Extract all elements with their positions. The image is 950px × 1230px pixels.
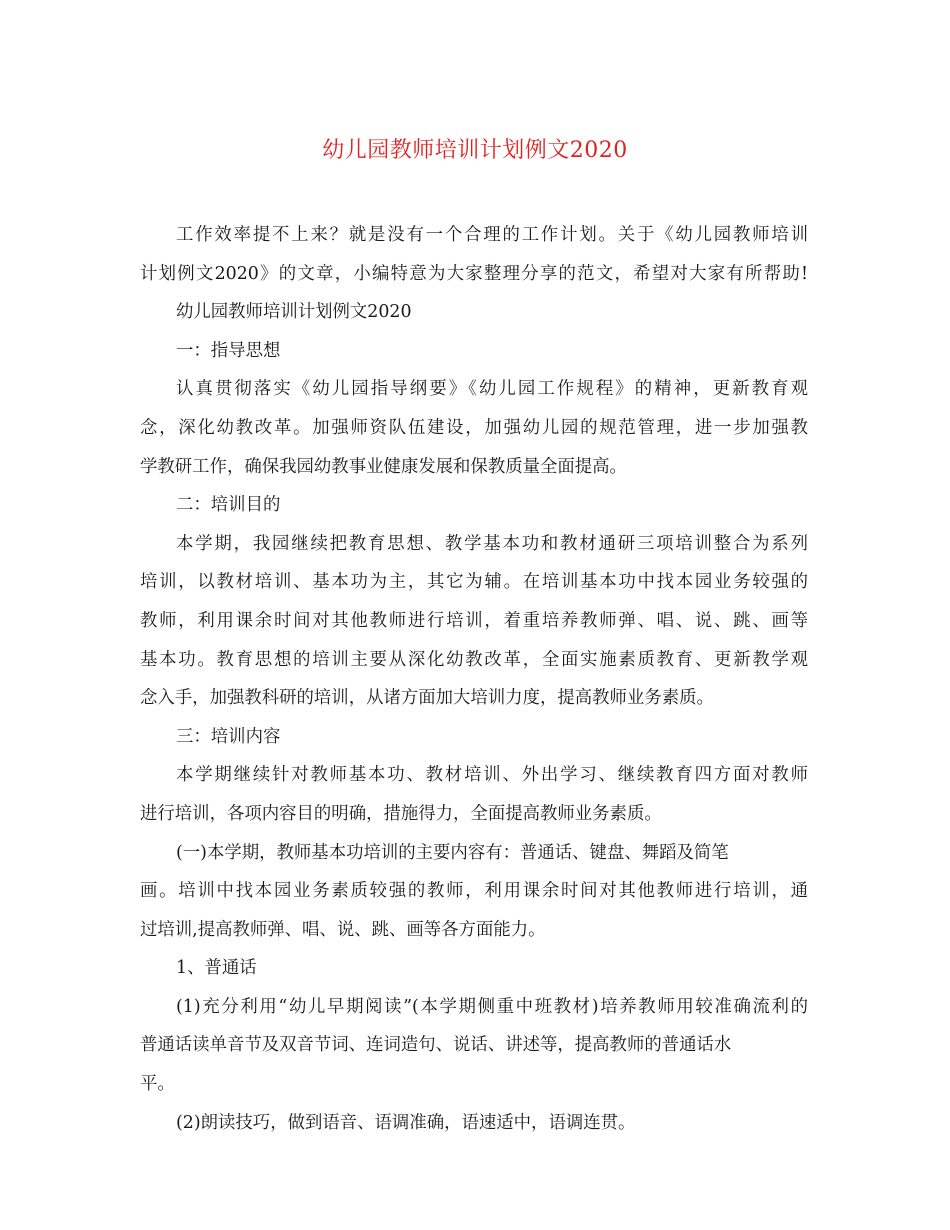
paragraph-line: 工作效率提不上来？就是没有一个合理的工作计划。关于《幼儿园教师培训 (176, 225, 808, 245)
paragraph-line: 普通话读单音节及双音节词、连词造句、说话、讲述等，提高教师的普通话水 (140, 1035, 732, 1056)
paragraph-line: 认真贯彻落实《幼儿园指导纲要》《幼儿园工作规程》的精神，更新教育观 (176, 379, 808, 400)
subtitle-line: 幼儿园教师培训计划例文2020 (176, 302, 412, 323)
paragraph-line: 教师，利用课余时间对其他教师进行培训，着重培养教师弹、唱、说、跳、画等 (140, 610, 808, 631)
paragraph-line: (1)充分利用“幼儿早期阅读”(本学期侧重中班教材)培养教师用较准确流利的 (176, 996, 808, 1017)
paragraph-line: 念入手，加强教科研的培训，从诸方面加大培训力度，提高教师业务素质。 (140, 688, 714, 709)
section-heading: 三：培训内容 (176, 726, 281, 747)
paragraph-line: 进行培训，各项内容目的明确，措施得力，全面提高教师业务素质。 (140, 803, 662, 824)
paragraph-line: (一)本学期，教师基本功培训的主要内容有：普通话、键盘、舞蹈及简笔 (176, 842, 729, 863)
paragraph-line: 本学期继续针对教师基本功、教材培训、外出学习、继续教育四方面对教师 (176, 765, 808, 786)
paragraph-line: 本学期，我园继续把教育思想、教学基本功和教材通研三项培训整合为系列 (176, 533, 808, 554)
paragraph-line: 过培训,提高教师弹、唱、说、跳、画等各方面能力。 (140, 919, 546, 940)
paragraph-line: 计划例文2020》的文章，小编特意为大家整理分享的范文，希望对大家有所帮助! (140, 263, 808, 284)
document-body (140, 216, 808, 1142)
paragraph-line: 基本功。教育思想的培训主要从深化幼教改革，全面实施素质教育、更新教学观 (140, 649, 808, 670)
paragraph-line: 平。 (140, 1074, 175, 1095)
section-heading: 二：培训目的 (176, 495, 281, 516)
subsection-heading: 1、普通话 (176, 958, 257, 979)
paragraph-line: 画。培训中找本园业务素质较强的教师，利用课余时间对其他教师进行培训，通 (140, 881, 808, 902)
paragraph-line: 念，深化幼教改革。加强师资队伍建设，加强幼儿园的规范管理，进一步加强教 (140, 417, 808, 438)
document-title: 幼儿园教师培训计划例文2020 (322, 138, 628, 163)
paragraph-line: 培训，以教材培训、基本功为主，其它为辅。在培训基本功中找本园业务较强的 (140, 572, 808, 593)
paragraph-line: 学教研工作，确保我园幼教事业健康发展和保教质量全面提高。 (140, 456, 627, 477)
section-heading: 一：指导思想 (176, 340, 281, 361)
paragraph-line: (2)朗读技巧，做到语音、语调准确，语速适中，语调连贯。 (176, 1112, 636, 1133)
